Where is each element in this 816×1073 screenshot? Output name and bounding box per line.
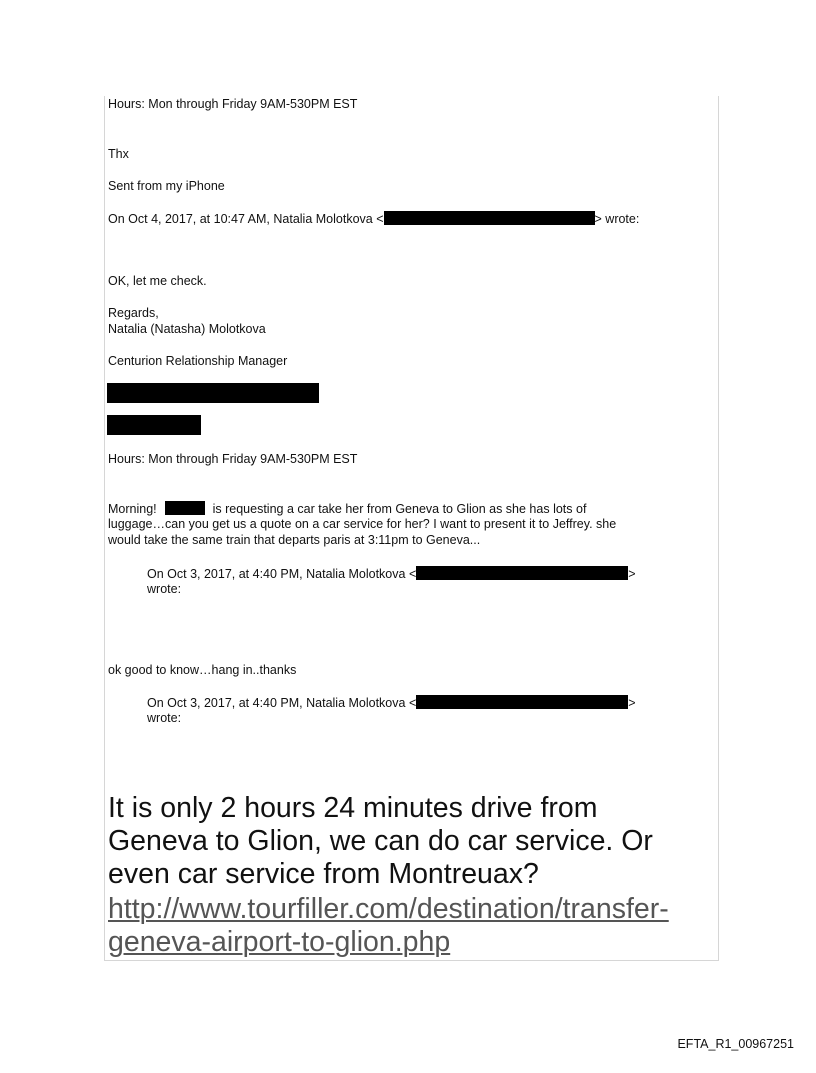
quote-header-2 [147, 566, 636, 581]
big-text-line-3: even car service from Montreuax? [108, 858, 539, 890]
redacted-contact [107, 415, 201, 435]
ok-good-text: ok good to know…hang in..thanks [108, 663, 297, 677]
redacted-email-2 [416, 566, 628, 580]
hours-line-2: Hours: Mon through Friday 9AM-530PM EST [108, 452, 358, 466]
hours-line-1: Hours: Mon through Friday 9AM-530PM EST [108, 97, 358, 111]
tourfiller-link-line-2[interactable]: geneva-airport-to-glion.php [108, 926, 451, 958]
redacted-email-1 [384, 211, 595, 225]
quote-header-3-prefix: On Oct 3, 2017, at 4:40 PM, Natalia Molotkova < [147, 696, 417, 710]
big-text-line-1: It is only 2 hours 24 minutes drive from [108, 792, 598, 824]
regards-text: Regards, [108, 306, 159, 320]
morning-line-2: luggage…can you get us a quote on a car service for her? I want to present it to Jeffrey. she [108, 517, 617, 531]
quote-header-1 [108, 211, 639, 226]
thx-text: Thx [108, 147, 129, 161]
ok-check-text: OK, let me check. [108, 274, 207, 288]
signature-name: Natalia (Natasha) Molotkova [108, 322, 266, 336]
sent-from-text: Sent from my iPhone [108, 179, 225, 193]
quote-header-3-suffix: > [628, 696, 636, 710]
tourfiller-link-line-1[interactable]: http://www.tourfiller.com/destination/transfer- [108, 893, 669, 925]
quote-header-1-suffix: > wrote: [594, 212, 640, 226]
morning-suffix: is requesting a car take her from Geneva to Glion as she has lots of [212, 502, 587, 516]
redacted-phone [107, 383, 319, 403]
redacted-name [165, 501, 205, 515]
morning-line-3: would take the same train that departs paris at 3:11pm to Geneva... [108, 533, 481, 547]
redacted-email-3 [416, 695, 628, 709]
quote-header-3-wrote: wrote: [147, 711, 182, 725]
quote-header-3 [147, 695, 636, 710]
quote-header-2-wrote: wrote: [147, 582, 182, 596]
quote-header-2-prefix: On Oct 3, 2017, at 4:40 PM, Natalia Molotkova < [147, 567, 417, 581]
quote-header-2-suffix: > [628, 567, 636, 581]
morning-prefix: Morning! [108, 502, 157, 516]
signature-title: Centurion Relationship Manager [108, 354, 288, 368]
big-text-line-2: Geneva to Glion, we can do car service. Or [108, 825, 653, 857]
quote-header-1-prefix: On Oct 4, 2017, at 10:47 AM, Natalia Molotkova < [108, 212, 384, 226]
morning-line-1 [108, 501, 586, 516]
document-id: EFTA_R1_00967251 [677, 1037, 794, 1051]
